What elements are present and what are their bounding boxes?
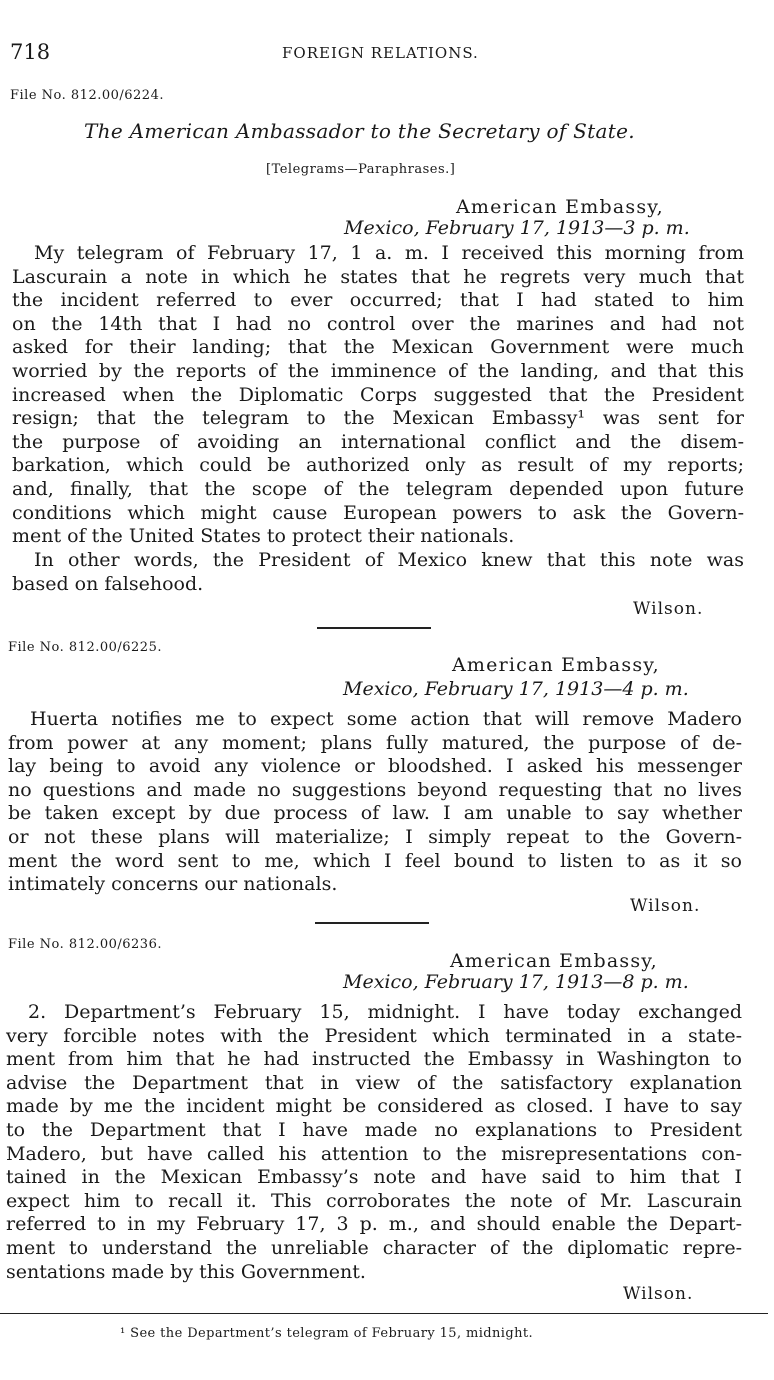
footnote-rule [0,1313,768,1314]
file-number: File No. 812.00/6225. [8,640,162,655]
embassy-place: American Embassy, [452,654,660,676]
text-line: tained in the Mexican Embassy’s note and have said to him that I [6,1166,742,1189]
text-line: and, finally, that the scope of the telegram depended upon future [12,477,744,500]
text-line: asked for their landing; that the Mexican Government were much [12,336,744,359]
text-line: Lascurain a note in which he states that he regrets very much that [12,265,744,288]
telegram-paragraph [6,1001,742,1284]
text-line: the incident referred to ever occurred; that I had stated to him [12,289,744,312]
text-line: on the 14th that I had no control over the marines and had not [12,312,744,335]
dateline: Mexico, February 17, 1913—4 p. m. [343,678,689,700]
text-line: from power at any moment; plans fully matured, the purpose of de- [8,731,742,754]
running-title: FOREIGN RELATIONS. [282,44,479,62]
text-line: resign; that the telegram to the Mexican Embassy¹ was sent for [12,407,744,430]
text-line: Huerta notifies me to expect some action that will remove Madero [30,708,742,730]
text-line: My telegram of February 17, 1 a. m. I received this morning from [34,242,744,264]
signature: Wilson. [633,599,704,619]
text-line: 2. Department’s February 15, midnight. I have today exchanged [28,1001,742,1023]
dateline: Mexico, February 17, 1913—3 p. m. [344,217,690,239]
text-line: made by me the incident might be considered as closed. I have to say [6,1095,742,1118]
text-line: intimately concerns our nationals. [8,873,338,896]
divider [315,922,429,924]
signature: Wilson. [623,1284,694,1304]
text-line: worried by the reports of the imminence of the landing, and that this [12,359,744,382]
document-title: The American Ambassador to the Secretary of State. [84,119,635,143]
text-line: In other words, the President of Mexico knew that this note was [34,549,744,571]
text-line: Madero, but have called his attention to the misrepresentations con- [6,1142,742,1165]
text-line: expect him to recall it. This corroborates the note of Mr. Lascurain [6,1189,742,1212]
signature: Wilson. [630,896,701,916]
text-line: very forcible notes with the President which terminated in a state- [6,1024,742,1047]
running-head [10,40,760,70]
text-line: ment to understand the unreliable character of the diplomatic repre- [6,1236,742,1259]
telegram-paragraph [12,242,744,549]
text-line: or not these plans will materialize; I simply repeat to the Govern- [8,825,742,848]
text-line: conditions which might cause European powers to ask the Govern- [12,501,744,524]
telegram-paragraph [12,549,744,596]
text-line: the purpose of avoiding an international conflict and the disem- [12,430,744,453]
text-line: advise the Department that in view of the satisfactory explanation [6,1071,742,1094]
divider [317,627,431,629]
embassy-place: American Embassy, [450,950,658,972]
footnote: ¹ See the Department’s telegram of February 15, midnight. [120,1326,534,1341]
telegram-paragraph [8,708,742,897]
text-line: ment the word sent to me, which I feel bound to listen to as it so [8,849,742,872]
document-subtitle: [Telegrams—Paraphrases.] [266,162,456,177]
text-line: referred to in my February 17, 3 p. m., and should enable the Depart- [6,1213,742,1236]
text-line: ment of the United States to protect their nationals. [12,525,515,548]
file-number: File No. 812.00/6224. [10,88,164,103]
text-line: lay being to avoid any violence or bloodshed. I asked his messenger [8,755,742,778]
text-line: increased when the Diplomatic Corps suggested that the President [12,383,744,406]
text-line: be taken except by due process of law. I am unable to say whether [8,802,742,825]
file-number: File No. 812.00/6236. [8,937,162,952]
embassy-place: American Embassy, [456,196,664,218]
text-line: to the Department that I have made no explanations to President [6,1118,742,1141]
page-number: 718 [10,40,51,64]
text-line: ment from him that he had instructed the Embassy in Washington to [6,1048,742,1071]
text-line: sentations made by this Government. [6,1260,366,1283]
text-line: barkation, which could be authorized only as result of my reports; [12,454,744,477]
text-line: no questions and made no suggestions beyond requesting that no lives [8,778,742,801]
dateline: Mexico, February 17, 1913—8 p. m. [343,971,689,993]
text-line: based on falsehood. [12,572,204,595]
